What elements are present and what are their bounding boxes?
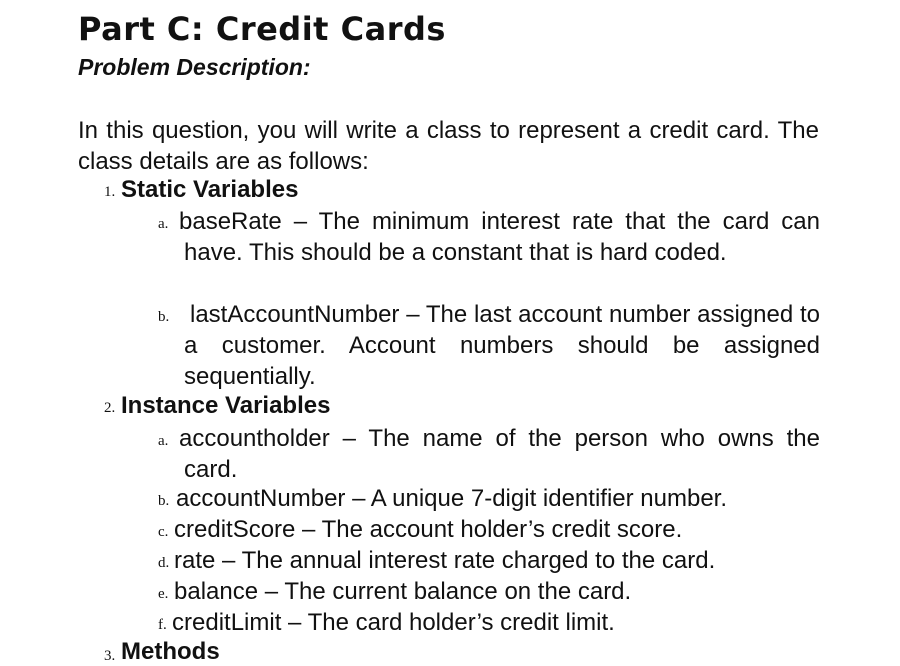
section-number: 1. (104, 184, 116, 200)
section-heading-static-variables: Static Variables (121, 176, 299, 203)
list-item-letter: b. (158, 493, 170, 509)
list-item-letter: c. (158, 524, 169, 540)
list-item-letter: f. (158, 617, 167, 633)
list-item-letter: a. (158, 433, 169, 449)
list-item-letter: d. (158, 555, 170, 571)
list-item-balance: balance – The current balance on the card. (174, 578, 632, 605)
page-subtitle: Problem Description: (78, 54, 311, 80)
list-item-letter: b. (158, 309, 170, 325)
list-item-creditscore: creditScore – The account holder’s credit score. (174, 516, 683, 543)
list-item-creditlimit: creditLimit – The card holder’s credit limit. (172, 609, 615, 636)
page-title: Part C: Credit Cards (78, 10, 446, 48)
list-item-baserate: baseRate – The minimum interest rate that the card can have. This should be a constant that is hard coded. (179, 208, 820, 266)
list-item-lastaccountnumber: lastAccountNumber – The last account number assigned to a customer. Account numbers should be assigned sequentially. (184, 301, 820, 390)
list-item-letter: e. (158, 586, 169, 602)
list-item-accountnumber: accountNumber – A unique 7-digit identifier number. (176, 485, 728, 512)
list-item-rate: rate – The annual interest rate charged to the card. (174, 547, 716, 574)
section-heading-methods: Methods (121, 638, 220, 665)
intro-paragraph: In this question, you will write a class to represent a credit card. The class details are as follows: (78, 117, 819, 175)
section-number: 3. (104, 648, 116, 664)
section-heading-instance-variables: Instance Variables (121, 392, 331, 419)
list-item-letter: a. (158, 216, 169, 232)
list-item-accountholder: accountholder – The name of the person who owns the card. (179, 425, 820, 483)
section-number: 2. (104, 400, 116, 416)
